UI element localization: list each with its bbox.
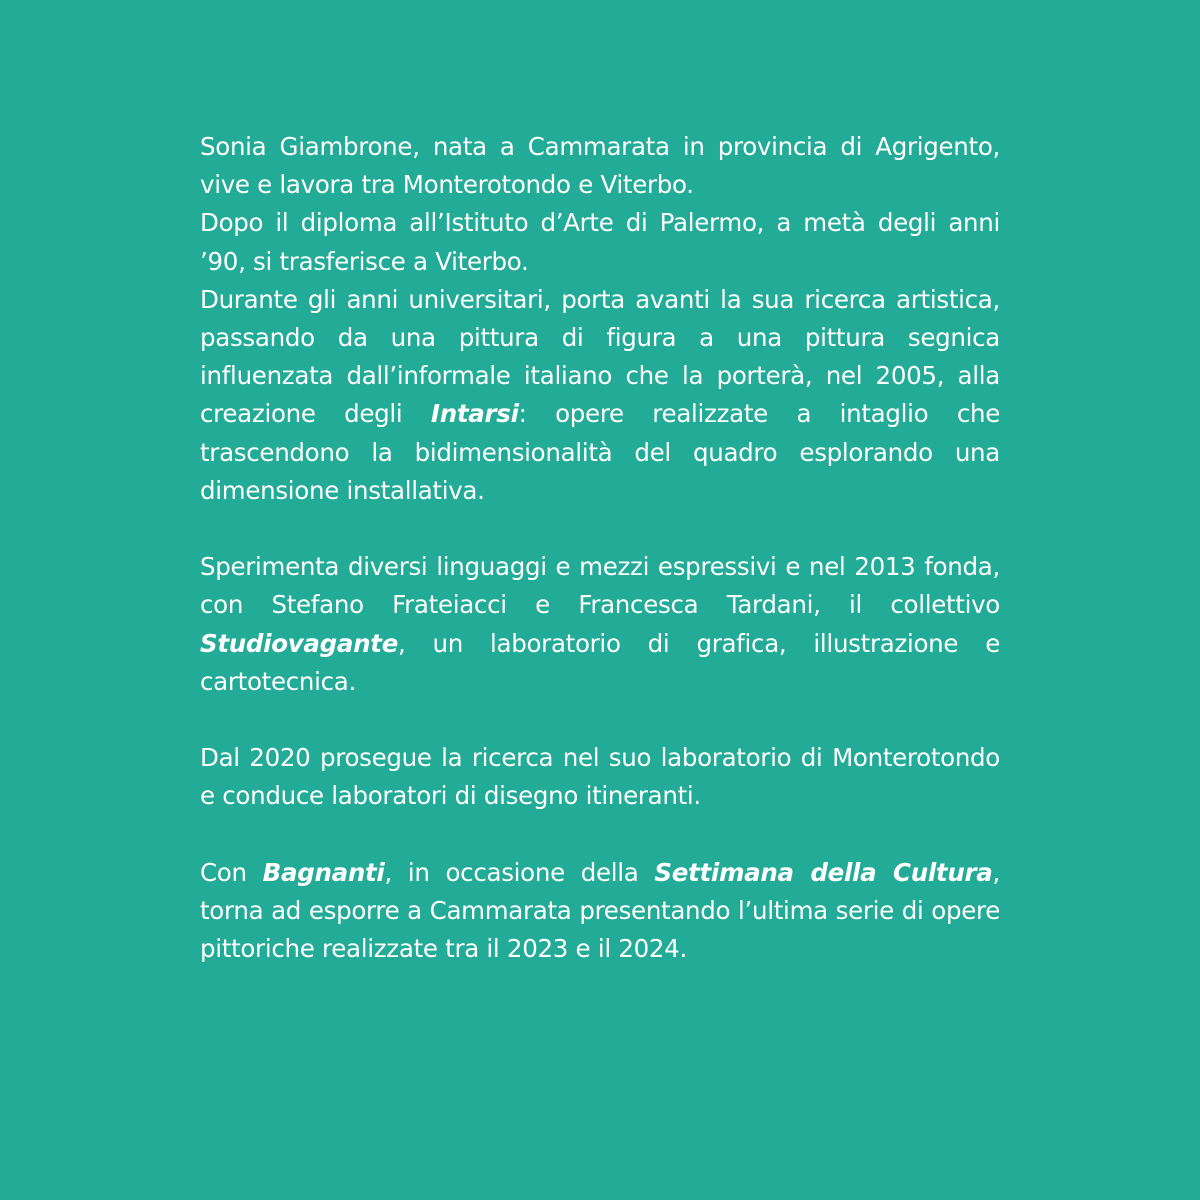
bagnanti-title: Bagnanti bbox=[262, 857, 385, 887]
bio-exhibition-text-middle: , in occasione della bbox=[384, 857, 655, 887]
bio-paragraph-education bbox=[200, 204, 1000, 280]
paragraph-spacer bbox=[200, 816, 1000, 854]
biography-text bbox=[200, 128, 1000, 968]
bio-paragraph-collective bbox=[200, 548, 1000, 701]
bio-exhibition-text-start: Con bbox=[200, 857, 263, 887]
paragraph-spacer bbox=[200, 701, 1000, 739]
bio-collective-text-end: , un laboratorio di grafica, illustrazione e cartotecnica. bbox=[200, 628, 1000, 696]
bio-research-text-start: Durante gli anni universitari, porta avanti la sua ricerca artistica, passando da una pittura di figura a una pittura segnica influenzata dall’informale italiano che la porterà, nel 2005, alla creazione degli bbox=[200, 284, 1000, 429]
bio-exhibition-text-end: , torna ad esporre a Cammarata presentando l’ultima serie di opere pittoriche realizzate tra il 2023 e il 2024. bbox=[200, 857, 1000, 964]
bio-paragraph-laboratory bbox=[200, 739, 1000, 815]
bio-research-text-end: : opere realizzate a intaglio che trascendono la bidimensionalità del quadro esplorando una dimensione installativa. bbox=[200, 399, 1000, 505]
bio-laboratory-text: Dal 2020 prosegue la ricerca nel suo laboratorio di Monterotondo e conduce laboratori di disegno itineranti. bbox=[200, 743, 1000, 811]
bio-education-text: Dopo il diploma all’Istituto d’Arte di Palermo, a metà degli anni ’90, si trasferisce a Viterbo. bbox=[200, 208, 1000, 276]
settimana-della-cultura-title: Settimana della Cultura bbox=[654, 857, 993, 887]
bio-origin-text: Sonia Giambrone, nata a Cammarata in provincia di Agrigento, vive e lavora tra Monterotondo e Viterbo. bbox=[200, 132, 1000, 200]
bio-paragraph-research bbox=[200, 281, 1000, 510]
bio-paragraph-origin bbox=[200, 128, 1000, 204]
bio-paragraph-exhibition bbox=[200, 854, 1000, 969]
studiovagante-title: Studiovagante bbox=[200, 628, 399, 658]
intarsi-title: Intarsi bbox=[430, 399, 519, 429]
bio-collective-text-start: Sperimenta diversi linguaggi e mezzi espressivi e nel 2013 fonda, con Stefano Frateiacci e Francesca Tardani, il collettivo bbox=[200, 552, 1000, 620]
paragraph-spacer bbox=[200, 510, 1000, 548]
